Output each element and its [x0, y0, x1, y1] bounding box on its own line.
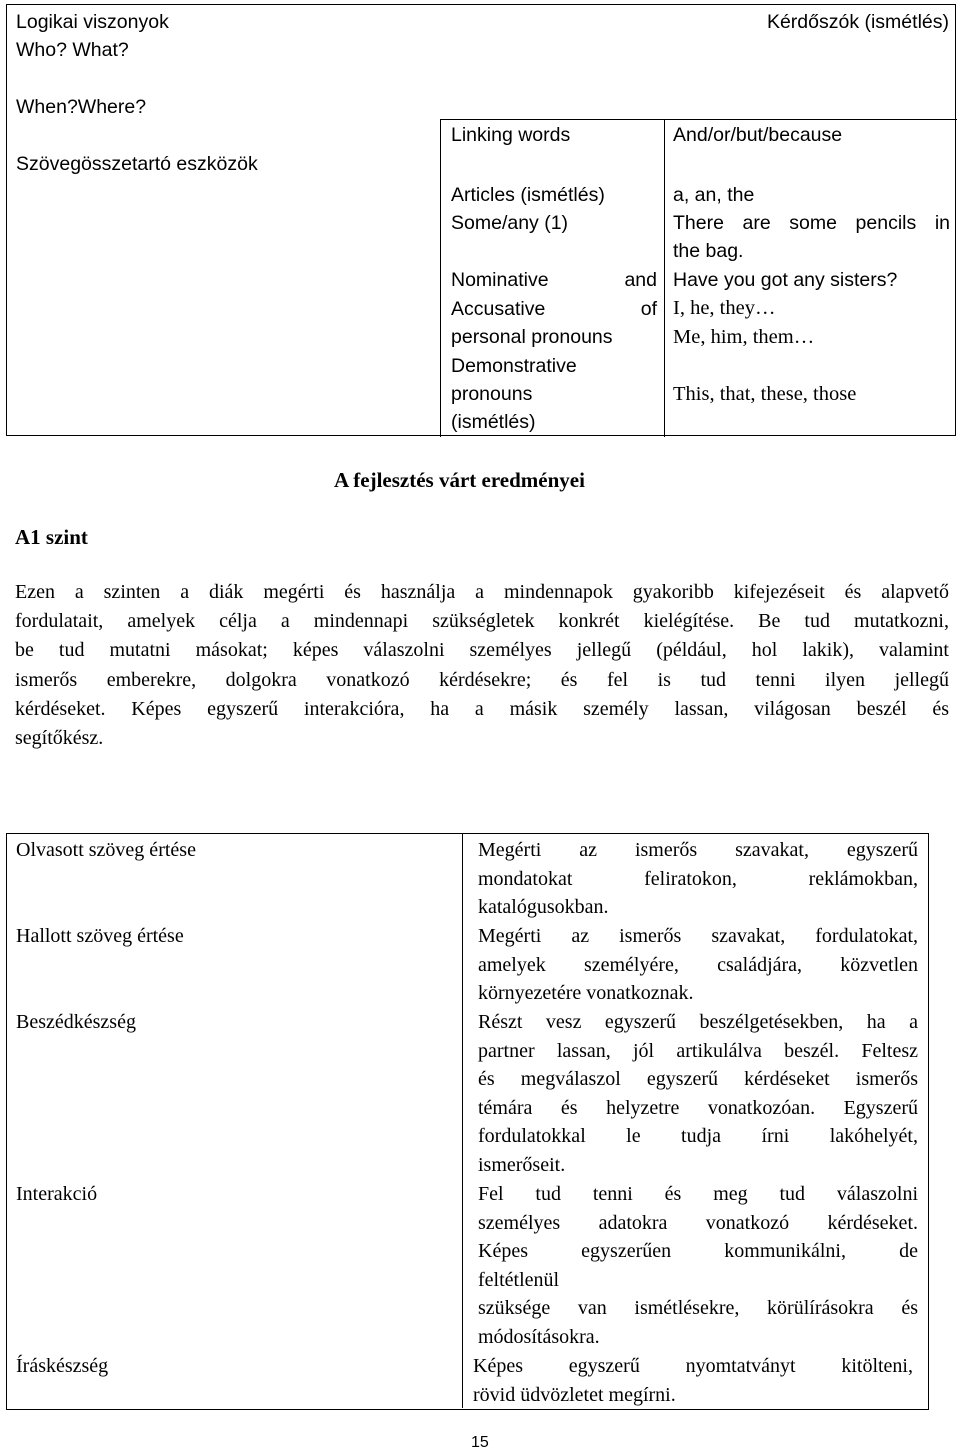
level-description [15, 578, 949, 753]
skill-desc-line: fordulatokkal le tudja írni lakóhelyét, [478, 1125, 918, 1148]
topic-articles: Articles (ismétlés) [451, 184, 605, 206]
question-words-label-2: When?Where? [16, 96, 147, 118]
example-articles: a, an, the [673, 184, 755, 206]
skill-desc-line: partner lassan, jól artikulálva beszél. Feltesz [478, 1039, 918, 1062]
skills-table [6, 833, 929, 1410]
topic-accusative: Accusative [451, 297, 546, 320]
example-question: Have you got any sisters? [673, 269, 898, 291]
skill-listening-desc [478, 922, 918, 1008]
skill-listening: Hallott szöveg értése [16, 925, 184, 947]
skill-speaking: Beszédkészség [16, 1011, 136, 1033]
topic-linking-words: Linking words [451, 124, 571, 146]
topic-some-any: Some/any (1) [451, 212, 569, 234]
skill-desc-line: amelyek személyére, családjára, közvetlen [478, 953, 918, 976]
description-line: Ezen a szinten a diák megérti és használja a mindennapok gyakoribb kifejezéseit és alapvető [15, 581, 949, 603]
skill-desc-line: Megérti az ismerős szavakat, egyszerű [478, 839, 918, 861]
logical-relations-label: Logikai viszonyok [16, 11, 169, 33]
skill-desc-line: Képes egyszerűen kommunikálni, de [478, 1240, 918, 1263]
skill-desc-line: katalógusokban. [478, 896, 609, 919]
skill-desc-line: mondatokat feliratokon, reklámokban, [478, 867, 918, 890]
example-some-any-line2: the bag. [673, 240, 744, 262]
skill-speaking-desc [478, 1008, 918, 1180]
example-subject-pronouns: I, he, they… [673, 297, 776, 319]
skill-desc-line: rövid üdvözletet megírni. [473, 1383, 676, 1406]
skill-desc-line: témára és helyzetre vonatkozóan. Egyszerű [478, 1096, 918, 1119]
skill-desc-line: szüksége van ismétlésekre, körülírásokra és [478, 1297, 918, 1320]
topics-table [6, 4, 956, 436]
divider-topics [440, 119, 441, 437]
skill-writing-desc [473, 1352, 913, 1409]
topic-and: and [624, 269, 657, 291]
skills-column-divider [462, 834, 463, 1408]
skill-desc-line: feltétlenül [478, 1268, 560, 1291]
topic-personal-pronouns: personal pronouns [451, 326, 613, 348]
page-number: 15 [471, 1434, 489, 1451]
skill-desc-line: környezetére vonatkoznak. [478, 982, 694, 1005]
example-linking-words: And/or/but/because [673, 124, 843, 146]
description-line: segítőkész. [15, 727, 104, 750]
skill-desc-line: és megválaszol egyszerű kérdéseket ismerős [478, 1068, 918, 1091]
question-words-header: Kérdőszók (ismétlés) [766, 11, 949, 33]
skill-desc-line: Képes egyszerű nyomtatványt kitölteni, [473, 1355, 913, 1377]
description-line: fordulatait, amelyek célja a mindennapi szükségletek konkrét kielégítése. Be tud mutatkozni, [15, 610, 949, 633]
skill-desc-line: Megérti az ismerős szavakat, fordulatokat, [478, 925, 918, 947]
topic-demonstrative-repeat: (ismétlés) [451, 411, 536, 433]
question-words-label: Who? What? [16, 39, 129, 61]
description-line: be tud mutatni másokat; képes válaszolni személyes jellegű (például, hol lakik), valamint [15, 639, 949, 662]
skill-interaction: Interakció [16, 1183, 98, 1205]
example-some-any [673, 209, 950, 238]
topic-demonstrative: Demonstrative [451, 355, 577, 377]
skill-reading: Olvasott szöveg értése [16, 839, 196, 861]
topic-nominative: Nominative [451, 269, 549, 291]
description-line: ismerős emberekre, dolgokra vonatkozó kérdésekre; és fel is tud tenni ilyen jellegű [15, 668, 949, 691]
skill-desc-line: személyes adatokra vonatkozó kérdéseket. [478, 1211, 918, 1234]
topic-of: of [640, 297, 657, 320]
skill-desc-line: Részt vesz egyszerű beszélgetésekben, ha a [478, 1011, 918, 1033]
description-line: kérdéseket. Képes egyszerű interakcióra, ha a másik személy lassan, világosan beszél és [15, 697, 949, 720]
skill-reading-desc [478, 836, 918, 922]
level-label: A1 szint [15, 525, 88, 549]
skill-desc-line: módosításokra. [478, 1325, 600, 1348]
skill-desc-line: Fel tud tenni és meg tud válaszolni [478, 1183, 918, 1205]
cohesion-devices-label: Szövegösszetartó eszközök [16, 153, 258, 175]
example-some-any-line1: There are some pencils in [673, 212, 950, 234]
topic-demonstrative-pronouns: pronouns [451, 383, 533, 405]
results-heading: A fejlesztés várt eredményei [334, 468, 585, 492]
divider-grid-top [440, 119, 957, 120]
topic-pronouns [451, 266, 657, 352]
example-demonstratives: This, that, these, those [673, 383, 857, 405]
skill-desc-line: ismerőseit. [478, 1153, 566, 1176]
skill-interaction-desc [478, 1180, 918, 1352]
example-object-pronouns: Me, him, them… [673, 326, 815, 348]
divider-examples [664, 119, 665, 437]
skill-writing: Íráskészség [16, 1355, 109, 1377]
